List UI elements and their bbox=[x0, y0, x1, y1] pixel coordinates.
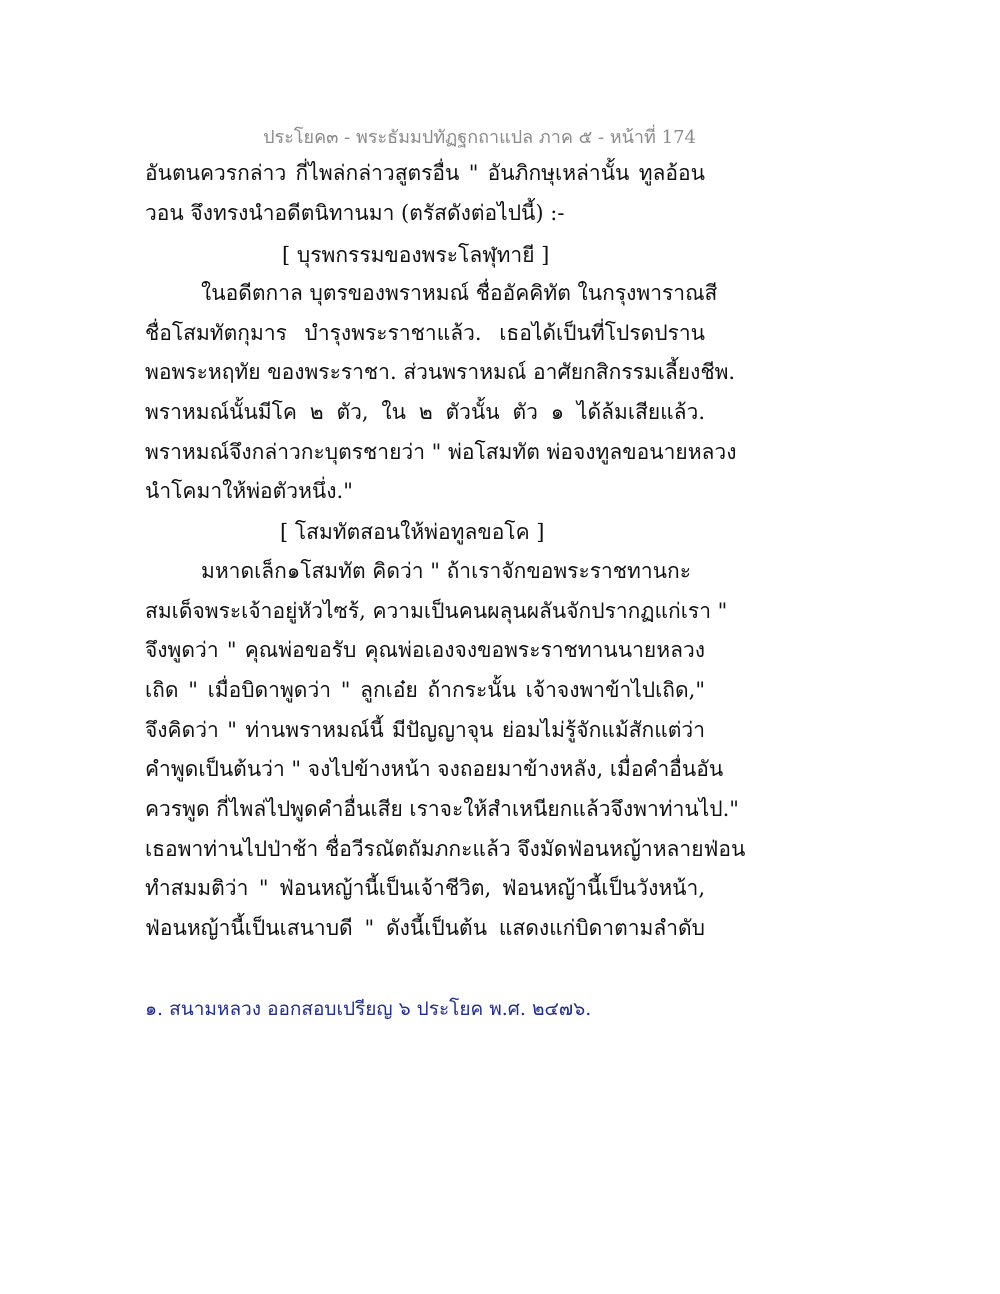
body-line: มหาดเล็ก๑โสมทัต คิดว่า " ถ้าเราจักขอพระราชทานกะ bbox=[201, 559, 692, 583]
body-line: ฟ่อนหญ้านี้เป็นเสนาบดี " ดังนี้เป็นต้น แสดงแก่บิดาตามลำดับ bbox=[145, 916, 705, 940]
body-line: จึงพูดว่า " คุณพ่อขอรับ คุณพ่อเองจงขอพระราชทานนายหลวง bbox=[145, 638, 705, 662]
body-line: นำโคมาให้พ่อตัวหนึ่ง." bbox=[145, 479, 353, 503]
section-heading: [ โสมทัตสอนให้พ่อทูลขอโค ] bbox=[280, 520, 545, 544]
body-line: ในอดีตกาล บุตรของพราหมณ์ ชื่ออัคคิทัต ในกรุงพาราณสี bbox=[201, 281, 718, 305]
body-line: จึงคิดว่า " ท่านพราหมณ์นี้ มีปัญญาจุน ย่อมไม่รู้จักแม้สักแต่ว่า bbox=[145, 718, 705, 742]
body-line: วอน จึงทรงนำอดีตนิทานมา (ตรัสดังต่อไปนี้) :- bbox=[145, 201, 565, 225]
section-heading: [ บุรพกรรมของพระโลฬุทายี ] bbox=[282, 243, 550, 267]
body-line: พราหมณ์จึงกล่าวกะบุตรชายว่า " พ่อโสมทัต พ่อจงทูลขอนายหลวง bbox=[145, 440, 737, 464]
footnote: ๑. สนามหลวง ออกสอบเปรียญ ๖ ประโยค พ.ศ. ๒๔๗๖. bbox=[145, 998, 592, 1020]
body-line: เธอพาท่านไปป่าช้า ชื่อวีรณัตถัมภกะแล้ว จึงมัดฟ่อนหญ้าหลายฟ่อน bbox=[145, 837, 746, 861]
body-line: พอพระหฤทัย ของพระราชา. ส่วนพราหมณ์ อาศัยกสิกรรมเลี้ยงชีพ. bbox=[145, 360, 736, 384]
body-line: สมเด็จพระเจ้าอยู่หัวไซร้, ความเป็นคนผลุนผลันจักปรากฏแก่เรา " bbox=[145, 599, 728, 623]
body-line: ชื่อโสมทัตกุมาร บำรุงพระราชาแล้ว. เธอได้เป็นที่โปรดปราน bbox=[145, 321, 705, 345]
body-line: เถิด " เมื่อบิดาพูดว่า " ลูกเอ๋ย ถ้ากระนั้น เจ้าจงพาข้าไปเถิด," bbox=[145, 678, 705, 702]
page-header: ประโยค๓ - พระธัมมปทัฏฐกถาแปล ภาค ๕ - หน้าที่ 174 bbox=[263, 127, 696, 148]
body-line: อันตนควรกล่าว กี่ไพล่กล่าวสูตรอื่น " อันภิกษุเหล่านั้น ทูลอ้อน bbox=[145, 161, 705, 185]
body-line: ทำสมมติว่า " ฟ่อนหญ้านี้เป็นเจ้าชีวิต, ฟ่อนหญ้านี้เป็นวังหน้า, bbox=[145, 876, 705, 900]
body-line: พราหมณ์นั้นมีโค ๒ ตัว, ใน ๒ ตัวนั้น ตัว ๑ ได้ล้มเสียแล้ว. bbox=[145, 400, 705, 424]
body-line: คำพูดเป็นต้นว่า " จงไปข้างหน้า จงถอยมาข้างหลัง, เมื่อคำอื่นอัน bbox=[145, 757, 724, 781]
body-line: ควรพูด กี่ไพล่ไปพูดคำอื่นเสีย เราจะให้สำเหนียกแล้วจึงพาท่านไป." bbox=[145, 797, 739, 821]
